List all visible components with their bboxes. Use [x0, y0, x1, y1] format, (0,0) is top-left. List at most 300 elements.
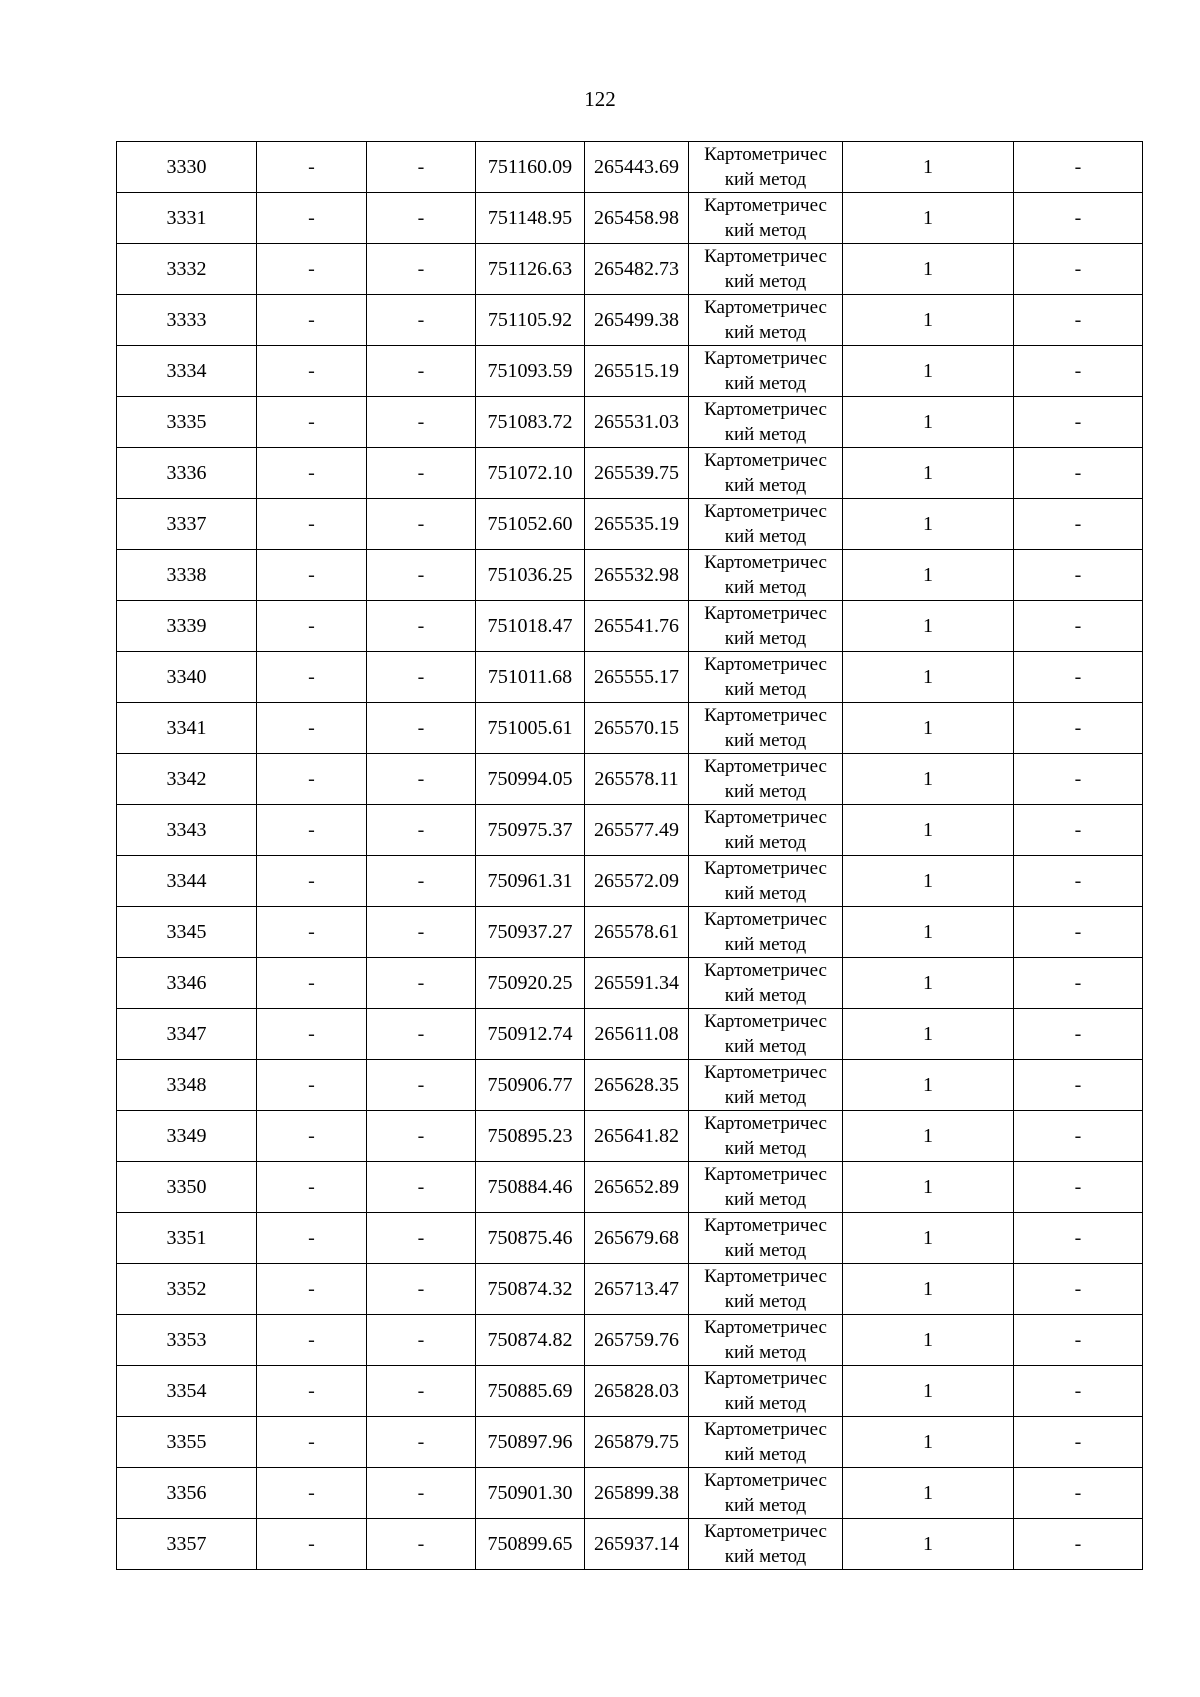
- x-coordinate-cell: 751011.68: [476, 652, 585, 703]
- table-row: [117, 1315, 1143, 1366]
- empty-cell: -: [257, 907, 367, 958]
- x-coordinate-cell: 750899.65: [476, 1519, 585, 1570]
- y-coordinate-cell: 265482.73: [585, 244, 689, 295]
- note-cell: -: [1014, 397, 1143, 448]
- empty-cell: -: [257, 601, 367, 652]
- accuracy-cell: 1: [843, 397, 1014, 448]
- point-number-cell: 3330: [117, 142, 257, 193]
- empty-cell: -: [257, 703, 367, 754]
- y-coordinate-cell: 265611.08: [585, 1009, 689, 1060]
- method-cell: [689, 703, 843, 754]
- y-coordinate-cell: 265572.09: [585, 856, 689, 907]
- method-line-1: Картометричес: [704, 1113, 827, 1134]
- y-coordinate-cell: 265555.17: [585, 652, 689, 703]
- method-line-1: Картометричес: [704, 399, 827, 420]
- method-cell: [689, 1519, 843, 1570]
- note-cell: -: [1014, 1009, 1143, 1060]
- note-cell: -: [1014, 907, 1143, 958]
- point-number-cell: 3344: [117, 856, 257, 907]
- empty-cell: -: [257, 1417, 367, 1468]
- x-coordinate-cell: 750875.46: [476, 1213, 585, 1264]
- method-cell: [689, 550, 843, 601]
- table-row: [117, 601, 1143, 652]
- empty-cell: -: [367, 1519, 476, 1570]
- note-cell: -: [1014, 1264, 1143, 1315]
- method-cell: [689, 1213, 843, 1264]
- method-cell: [689, 1366, 843, 1417]
- method-line-2: кий метод: [724, 985, 807, 1006]
- method-cell: [689, 601, 843, 652]
- x-coordinate-cell: 750961.31: [476, 856, 585, 907]
- y-coordinate-cell: 265578.11: [585, 754, 689, 805]
- method-line-1: Картометричес: [704, 297, 827, 318]
- note-cell: -: [1014, 244, 1143, 295]
- empty-cell: -: [257, 1264, 367, 1315]
- note-cell: -: [1014, 346, 1143, 397]
- x-coordinate-cell: 751160.09: [476, 142, 585, 193]
- table-row: [117, 1060, 1143, 1111]
- empty-cell: -: [257, 244, 367, 295]
- table-row: [117, 1009, 1143, 1060]
- x-coordinate-cell: 751072.10: [476, 448, 585, 499]
- table-row: [117, 652, 1143, 703]
- method-line-2: кий метод: [724, 1036, 807, 1057]
- x-coordinate-cell: 751005.61: [476, 703, 585, 754]
- note-cell: -: [1014, 1213, 1143, 1264]
- y-coordinate-cell: 265899.38: [585, 1468, 689, 1519]
- table-row: [117, 193, 1143, 244]
- method-line-2: кий метод: [724, 1087, 807, 1108]
- note-cell: -: [1014, 856, 1143, 907]
- table-row: [117, 142, 1143, 193]
- method-line-2: кий метод: [724, 730, 807, 751]
- empty-cell: -: [367, 1468, 476, 1519]
- point-number-cell: 3333: [117, 295, 257, 346]
- method-line-2: кий метод: [724, 1342, 807, 1363]
- method-cell: [689, 295, 843, 346]
- method-line-1: Картометричес: [704, 348, 827, 369]
- accuracy-cell: 1: [843, 958, 1014, 1009]
- empty-cell: -: [367, 1417, 476, 1468]
- coordinates-table: [116, 141, 1143, 1570]
- note-cell: -: [1014, 1468, 1143, 1519]
- point-number-cell: 3347: [117, 1009, 257, 1060]
- y-coordinate-cell: 265577.49: [585, 805, 689, 856]
- table-row: [117, 448, 1143, 499]
- y-coordinate-cell: 265535.19: [585, 499, 689, 550]
- x-coordinate-cell: 751126.63: [476, 244, 585, 295]
- empty-cell: -: [367, 448, 476, 499]
- accuracy-cell: 1: [843, 907, 1014, 958]
- method-line-1: Картометричес: [704, 1470, 827, 1491]
- table-row: [117, 754, 1143, 805]
- method-line-2: кий метод: [724, 934, 807, 955]
- y-coordinate-cell: 265570.15: [585, 703, 689, 754]
- method-cell: [689, 958, 843, 1009]
- empty-cell: -: [367, 1060, 476, 1111]
- empty-cell: -: [257, 1315, 367, 1366]
- point-number-cell: 3338: [117, 550, 257, 601]
- point-number-cell: 3355: [117, 1417, 257, 1468]
- empty-cell: -: [367, 958, 476, 1009]
- method-line-2: кий метод: [724, 679, 807, 700]
- empty-cell: -: [367, 244, 476, 295]
- y-coordinate-cell: 265879.75: [585, 1417, 689, 1468]
- accuracy-cell: 1: [843, 193, 1014, 244]
- empty-cell: -: [257, 448, 367, 499]
- method-line-1: Картометричес: [704, 246, 827, 267]
- method-line-2: кий метод: [724, 883, 807, 904]
- method-line-1: Картометричес: [704, 195, 827, 216]
- x-coordinate-cell: 751083.72: [476, 397, 585, 448]
- method-line-2: кий метод: [724, 271, 807, 292]
- accuracy-cell: 1: [843, 1468, 1014, 1519]
- empty-cell: -: [367, 652, 476, 703]
- accuracy-cell: 1: [843, 295, 1014, 346]
- method-line-1: Картометричес: [704, 960, 827, 981]
- point-number-cell: 3340: [117, 652, 257, 703]
- empty-cell: -: [257, 805, 367, 856]
- method-cell: [689, 1264, 843, 1315]
- table-row: [117, 1366, 1143, 1417]
- point-number-cell: 3354: [117, 1366, 257, 1417]
- method-line-1: Картометричес: [704, 1011, 827, 1032]
- x-coordinate-cell: 750975.37: [476, 805, 585, 856]
- accuracy-cell: 1: [843, 1264, 1014, 1315]
- table-body: [117, 142, 1143, 1570]
- point-number-cell: 3332: [117, 244, 257, 295]
- method-line-2: кий метод: [724, 628, 807, 649]
- empty-cell: -: [367, 346, 476, 397]
- note-cell: -: [1014, 1315, 1143, 1366]
- method-line-1: Картометричес: [704, 1521, 827, 1542]
- y-coordinate-cell: 265759.76: [585, 1315, 689, 1366]
- table-row: [117, 1162, 1143, 1213]
- method-cell: [689, 907, 843, 958]
- accuracy-cell: 1: [843, 550, 1014, 601]
- method-line-2: кий метод: [724, 169, 807, 190]
- method-line-1: Картометричес: [704, 603, 827, 624]
- note-cell: -: [1014, 448, 1143, 499]
- y-coordinate-cell: 265532.98: [585, 550, 689, 601]
- method-cell: [689, 193, 843, 244]
- note-cell: -: [1014, 1366, 1143, 1417]
- table-row: [117, 1111, 1143, 1162]
- method-line-2: кий метод: [724, 526, 807, 547]
- empty-cell: -: [367, 1366, 476, 1417]
- x-coordinate-cell: 751148.95: [476, 193, 585, 244]
- y-coordinate-cell: 265679.68: [585, 1213, 689, 1264]
- empty-cell: -: [367, 550, 476, 601]
- table-row: [117, 244, 1143, 295]
- empty-cell: -: [367, 805, 476, 856]
- y-coordinate-cell: 265652.89: [585, 1162, 689, 1213]
- empty-cell: -: [257, 346, 367, 397]
- point-number-cell: 3331: [117, 193, 257, 244]
- accuracy-cell: 1: [843, 244, 1014, 295]
- table-row: [117, 499, 1143, 550]
- empty-cell: -: [367, 1162, 476, 1213]
- y-coordinate-cell: 265628.35: [585, 1060, 689, 1111]
- accuracy-cell: 1: [843, 601, 1014, 652]
- accuracy-cell: 1: [843, 1315, 1014, 1366]
- point-number-cell: 3356: [117, 1468, 257, 1519]
- method-cell: [689, 448, 843, 499]
- x-coordinate-cell: 750906.77: [476, 1060, 585, 1111]
- empty-cell: -: [367, 397, 476, 448]
- empty-cell: -: [257, 1111, 367, 1162]
- y-coordinate-cell: 265515.19: [585, 346, 689, 397]
- note-cell: -: [1014, 142, 1143, 193]
- empty-cell: -: [257, 1162, 367, 1213]
- table-row: [117, 397, 1143, 448]
- method-cell: [689, 805, 843, 856]
- note-cell: -: [1014, 652, 1143, 703]
- x-coordinate-cell: 750901.30: [476, 1468, 585, 1519]
- empty-cell: -: [367, 856, 476, 907]
- method-line-1: Картометричес: [704, 1419, 827, 1440]
- table-row: [117, 1417, 1143, 1468]
- point-number-cell: 3348: [117, 1060, 257, 1111]
- method-line-1: Картометричес: [704, 756, 827, 777]
- y-coordinate-cell: 265713.47: [585, 1264, 689, 1315]
- table-row: [117, 1213, 1143, 1264]
- x-coordinate-cell: 750912.74: [476, 1009, 585, 1060]
- empty-cell: -: [367, 1213, 476, 1264]
- method-line-2: кий метод: [724, 373, 807, 394]
- method-line-1: Картометричес: [704, 1368, 827, 1389]
- x-coordinate-cell: 751052.60: [476, 499, 585, 550]
- point-number-cell: 3337: [117, 499, 257, 550]
- y-coordinate-cell: 265458.98: [585, 193, 689, 244]
- accuracy-cell: 1: [843, 652, 1014, 703]
- point-number-cell: 3349: [117, 1111, 257, 1162]
- note-cell: -: [1014, 499, 1143, 550]
- empty-cell: -: [257, 142, 367, 193]
- method-line-1: Картометричес: [704, 1317, 827, 1338]
- method-line-1: Картометричес: [704, 501, 827, 522]
- accuracy-cell: 1: [843, 142, 1014, 193]
- method-line-1: Картометричес: [704, 1164, 827, 1185]
- x-coordinate-cell: 750874.82: [476, 1315, 585, 1366]
- empty-cell: -: [257, 550, 367, 601]
- method-cell: [689, 142, 843, 193]
- x-coordinate-cell: 751105.92: [476, 295, 585, 346]
- method-cell: [689, 1009, 843, 1060]
- method-line-1: Картометричес: [704, 807, 827, 828]
- method-line-1: Картометричес: [704, 1062, 827, 1083]
- x-coordinate-cell: 751018.47: [476, 601, 585, 652]
- note-cell: -: [1014, 295, 1143, 346]
- y-coordinate-cell: 265531.03: [585, 397, 689, 448]
- empty-cell: -: [367, 499, 476, 550]
- y-coordinate-cell: 265578.61: [585, 907, 689, 958]
- point-number-cell: 3341: [117, 703, 257, 754]
- accuracy-cell: 1: [843, 1162, 1014, 1213]
- empty-cell: -: [367, 1264, 476, 1315]
- accuracy-cell: 1: [843, 1213, 1014, 1264]
- empty-cell: -: [367, 193, 476, 244]
- accuracy-cell: 1: [843, 1366, 1014, 1417]
- point-number-cell: 3339: [117, 601, 257, 652]
- empty-cell: -: [257, 1366, 367, 1417]
- y-coordinate-cell: 265641.82: [585, 1111, 689, 1162]
- point-number-cell: 3342: [117, 754, 257, 805]
- empty-cell: -: [257, 397, 367, 448]
- method-line-1: Картометричес: [704, 450, 827, 471]
- x-coordinate-cell: 750937.27: [476, 907, 585, 958]
- method-cell: [689, 652, 843, 703]
- note-cell: -: [1014, 601, 1143, 652]
- method-line-2: кий метод: [724, 1444, 807, 1465]
- method-line-1: Картометричес: [704, 552, 827, 573]
- note-cell: -: [1014, 805, 1143, 856]
- method-line-2: кий метод: [724, 475, 807, 496]
- method-line-1: Картометричес: [704, 144, 827, 165]
- x-coordinate-cell: 750897.96: [476, 1417, 585, 1468]
- method-line-2: кий метод: [724, 322, 807, 343]
- empty-cell: -: [367, 601, 476, 652]
- note-cell: -: [1014, 1162, 1143, 1213]
- accuracy-cell: 1: [843, 805, 1014, 856]
- table-row: [117, 805, 1143, 856]
- x-coordinate-cell: 750874.32: [476, 1264, 585, 1315]
- method-line-2: кий метод: [724, 1189, 807, 1210]
- method-cell: [689, 397, 843, 448]
- accuracy-cell: 1: [843, 1417, 1014, 1468]
- y-coordinate-cell: 265539.75: [585, 448, 689, 499]
- note-cell: -: [1014, 703, 1143, 754]
- empty-cell: -: [257, 652, 367, 703]
- point-number-cell: 3351: [117, 1213, 257, 1264]
- table-row: [117, 856, 1143, 907]
- y-coordinate-cell: 265591.34: [585, 958, 689, 1009]
- empty-cell: -: [257, 1519, 367, 1570]
- method-line-1: Картометричес: [704, 705, 827, 726]
- point-number-cell: 3335: [117, 397, 257, 448]
- accuracy-cell: 1: [843, 856, 1014, 907]
- empty-cell: -: [367, 1315, 476, 1366]
- method-line-2: кий метод: [724, 1240, 807, 1261]
- accuracy-cell: 1: [843, 499, 1014, 550]
- empty-cell: -: [367, 295, 476, 346]
- method-line-2: кий метод: [724, 1138, 807, 1159]
- point-number-cell: 3336: [117, 448, 257, 499]
- page-number: 122: [584, 87, 616, 111]
- method-cell: [689, 856, 843, 907]
- empty-cell: -: [257, 754, 367, 805]
- y-coordinate-cell: 265828.03: [585, 1366, 689, 1417]
- method-cell: [689, 244, 843, 295]
- y-coordinate-cell: 265499.38: [585, 295, 689, 346]
- note-cell: -: [1014, 754, 1143, 805]
- y-coordinate-cell: 265541.76: [585, 601, 689, 652]
- empty-cell: -: [257, 1468, 367, 1519]
- x-coordinate-cell: 751093.59: [476, 346, 585, 397]
- x-coordinate-cell: 751036.25: [476, 550, 585, 601]
- method-line-2: кий метод: [724, 577, 807, 598]
- accuracy-cell: 1: [843, 1060, 1014, 1111]
- method-line-1: Картометричес: [704, 858, 827, 879]
- method-line-2: кий метод: [724, 781, 807, 802]
- accuracy-cell: 1: [843, 1009, 1014, 1060]
- empty-cell: -: [367, 142, 476, 193]
- empty-cell: -: [367, 907, 476, 958]
- method-line-2: кий метод: [724, 1495, 807, 1516]
- table-row: [117, 907, 1143, 958]
- x-coordinate-cell: 750884.46: [476, 1162, 585, 1213]
- method-cell: [689, 1468, 843, 1519]
- table-row: [117, 1519, 1143, 1570]
- table-row: [117, 703, 1143, 754]
- empty-cell: -: [367, 1111, 476, 1162]
- method-cell: [689, 1162, 843, 1213]
- empty-cell: -: [257, 1060, 367, 1111]
- x-coordinate-cell: 750895.23: [476, 1111, 585, 1162]
- x-coordinate-cell: 750920.25: [476, 958, 585, 1009]
- method-line-2: кий метод: [724, 424, 807, 445]
- empty-cell: -: [257, 958, 367, 1009]
- method-cell: [689, 1417, 843, 1468]
- method-cell: [689, 754, 843, 805]
- method-cell: [689, 346, 843, 397]
- point-number-cell: 3345: [117, 907, 257, 958]
- accuracy-cell: 1: [843, 703, 1014, 754]
- point-number-cell: 3346: [117, 958, 257, 1009]
- empty-cell: -: [257, 1213, 367, 1264]
- table-row: [117, 958, 1143, 1009]
- empty-cell: -: [257, 1009, 367, 1060]
- empty-cell: -: [367, 754, 476, 805]
- point-number-cell: 3357: [117, 1519, 257, 1570]
- empty-cell: -: [367, 1009, 476, 1060]
- method-line-1: Картометричес: [704, 1215, 827, 1236]
- note-cell: -: [1014, 550, 1143, 601]
- accuracy-cell: 1: [843, 448, 1014, 499]
- method-cell: [689, 499, 843, 550]
- empty-cell: -: [257, 295, 367, 346]
- method-line-2: кий метод: [724, 1546, 807, 1567]
- empty-cell: -: [257, 499, 367, 550]
- method-cell: [689, 1060, 843, 1111]
- note-cell: -: [1014, 193, 1143, 244]
- point-number-cell: 3353: [117, 1315, 257, 1366]
- x-coordinate-cell: 750885.69: [476, 1366, 585, 1417]
- table-row: [117, 1468, 1143, 1519]
- accuracy-cell: 1: [843, 754, 1014, 805]
- accuracy-cell: 1: [843, 346, 1014, 397]
- method-line-2: кий метод: [724, 1291, 807, 1312]
- point-number-cell: 3334: [117, 346, 257, 397]
- method-cell: [689, 1315, 843, 1366]
- method-cell: [689, 1111, 843, 1162]
- note-cell: -: [1014, 1417, 1143, 1468]
- method-line-1: Картометричес: [704, 654, 827, 675]
- table-row: [117, 346, 1143, 397]
- empty-cell: -: [367, 703, 476, 754]
- point-number-cell: 3343: [117, 805, 257, 856]
- y-coordinate-cell: 265443.69: [585, 142, 689, 193]
- empty-cell: -: [257, 856, 367, 907]
- empty-cell: -: [257, 193, 367, 244]
- method-line-1: Картометричес: [704, 1266, 827, 1287]
- x-coordinate-cell: 750994.05: [476, 754, 585, 805]
- note-cell: -: [1014, 1111, 1143, 1162]
- accuracy-cell: 1: [843, 1111, 1014, 1162]
- method-line-2: кий метод: [724, 832, 807, 853]
- method-line-1: Картометричес: [704, 909, 827, 930]
- method-line-2: кий метод: [724, 1393, 807, 1414]
